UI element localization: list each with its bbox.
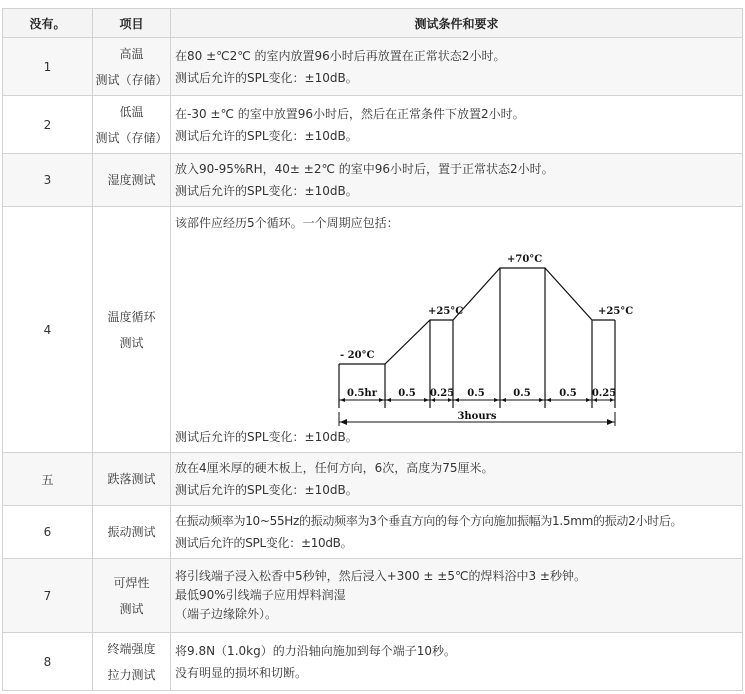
row-conditions [171, 506, 743, 559]
condition-line: 测试后允许的SPL变化：±10dB。 [175, 429, 358, 444]
condition-line: 测试后允许的SPL变化：±10dB。 [175, 483, 358, 497]
row-number: 7 [3, 559, 93, 633]
header-no: 没有。 [3, 9, 93, 38]
segment-dividers [339, 268, 615, 408]
row-number: 2 [3, 96, 93, 154]
row-item [93, 633, 171, 691]
row-number: 3 [3, 154, 93, 207]
item-line: 测试（存储） [95, 72, 168, 87]
item-line: 高温 [119, 46, 144, 61]
row-conditions [171, 96, 743, 154]
table-row [3, 154, 743, 207]
segment-label: 0.5hr [347, 387, 377, 399]
row-item [93, 453, 171, 506]
condition-line: 在-30 ±℃ 的室中放置96小时后，然后在正常条件下放置2小时。 [175, 106, 525, 121]
item-line: 湿度测试 [107, 173, 156, 187]
row-number: 1 [3, 38, 93, 96]
temp-label-mid-right: +25°C [598, 305, 634, 317]
total-arrow-left [340, 419, 347, 425]
row-conditions [171, 453, 743, 506]
table-row [3, 207, 743, 453]
row-number: 五 [3, 453, 93, 506]
item-line: 测试 [119, 601, 144, 616]
condition-line: 将引线端子浸入松香中5秒钟，然后浸入+300 ± ±5℃的焊料浴中3 ±秒钟。 [175, 569, 586, 583]
row-conditions [171, 559, 743, 633]
row-item [93, 559, 171, 633]
segment-label: 0.5 [398, 387, 416, 399]
temperature-profile-line [339, 268, 615, 364]
total-arrow-right [607, 419, 614, 425]
total-duration-label: 3hours [457, 410, 497, 422]
condition-line: 测试后允许的SPL变化：±10dB。 [175, 184, 358, 198]
item-line: 低温 [119, 104, 144, 119]
condition-line: 测试后允许的SPL变化：±10dB。 [175, 70, 358, 85]
condition-line: 将9.8N（1.0kg）的力沿轴向施加到每个端子10秒。 [175, 643, 456, 658]
segment-label: 0.5 [513, 387, 531, 399]
test-conditions-table [2, 8, 743, 691]
condition-line: 测试后允许的SPL变化：±10dB。 [175, 128, 358, 143]
table-row [3, 453, 743, 506]
table-row [3, 506, 743, 559]
condition-line: 放在4厘米厚的硬木板上，任何方向，6次，高度为75厘米。 [175, 461, 494, 475]
header-conditions: 测试条件和要求 [171, 9, 743, 38]
condition-line: 测试后允许的SPL变化：±10dB。 [175, 536, 353, 550]
item-line: 跌落测试 [107, 472, 156, 486]
condition-line: 在振动频率为10~55Hz的振动频率为3个垂直方向的每个方向施加振幅为1.5mm的振动2小时后。 [175, 514, 683, 528]
cycle-graph [175, 236, 735, 426]
row-item [93, 96, 171, 154]
row-conditions [171, 154, 743, 207]
condition-line: （端子边缘除外）。 [175, 607, 278, 621]
table-row [3, 38, 743, 96]
row-conditions [171, 207, 743, 453]
temp-label-high: +70°C [507, 253, 543, 265]
row-conditions [171, 633, 743, 691]
item-line: 测试 [119, 335, 144, 350]
segment-label: 0.5 [467, 387, 485, 399]
row-item [93, 154, 171, 207]
table-header-row [3, 9, 743, 38]
condition-line: 在80 ±℃2℃ 的室内放置96小时后再放置在正常状态2小时。 [175, 48, 506, 63]
table-row [3, 633, 743, 691]
segment-label: 0.25 [591, 387, 617, 399]
header-item: 项目 [93, 9, 171, 38]
item-line: 拉力测试 [107, 667, 156, 682]
temperature-cycle-diagram [175, 236, 735, 426]
row-item [93, 38, 171, 96]
segment-label: 0.25 [429, 387, 455, 399]
item-line: 可焊性 [113, 575, 150, 590]
temp-label-mid-left: +25°C [428, 305, 464, 317]
row-number: 8 [3, 633, 93, 691]
segment-label: 0.5 [559, 387, 577, 399]
condition-line: 没有明显的损坏和切断。 [175, 665, 308, 680]
row-item [93, 207, 171, 453]
condition-line: 该部件应经历5个循环。一个周期应包括： [175, 215, 399, 230]
temp-label-low: - 20°C [340, 349, 375, 361]
condition-line: 放入90-95%RH，40± ±2℃ 的室中96小时后，置于正常状态2小时。 [175, 162, 554, 176]
table-row [3, 96, 743, 154]
item-line: 终端强度 [107, 641, 156, 656]
row-number: 4 [3, 207, 93, 453]
item-line: 温度循环 [107, 309, 156, 324]
item-line: 测试（存储） [95, 130, 168, 145]
condition-line: 最低90%引线端子应用焊料润湿 [175, 588, 346, 602]
item-line: 振动测试 [107, 525, 156, 539]
row-conditions [171, 38, 743, 96]
row-number: 6 [3, 506, 93, 559]
row-item [93, 506, 171, 559]
table-row [3, 559, 743, 633]
